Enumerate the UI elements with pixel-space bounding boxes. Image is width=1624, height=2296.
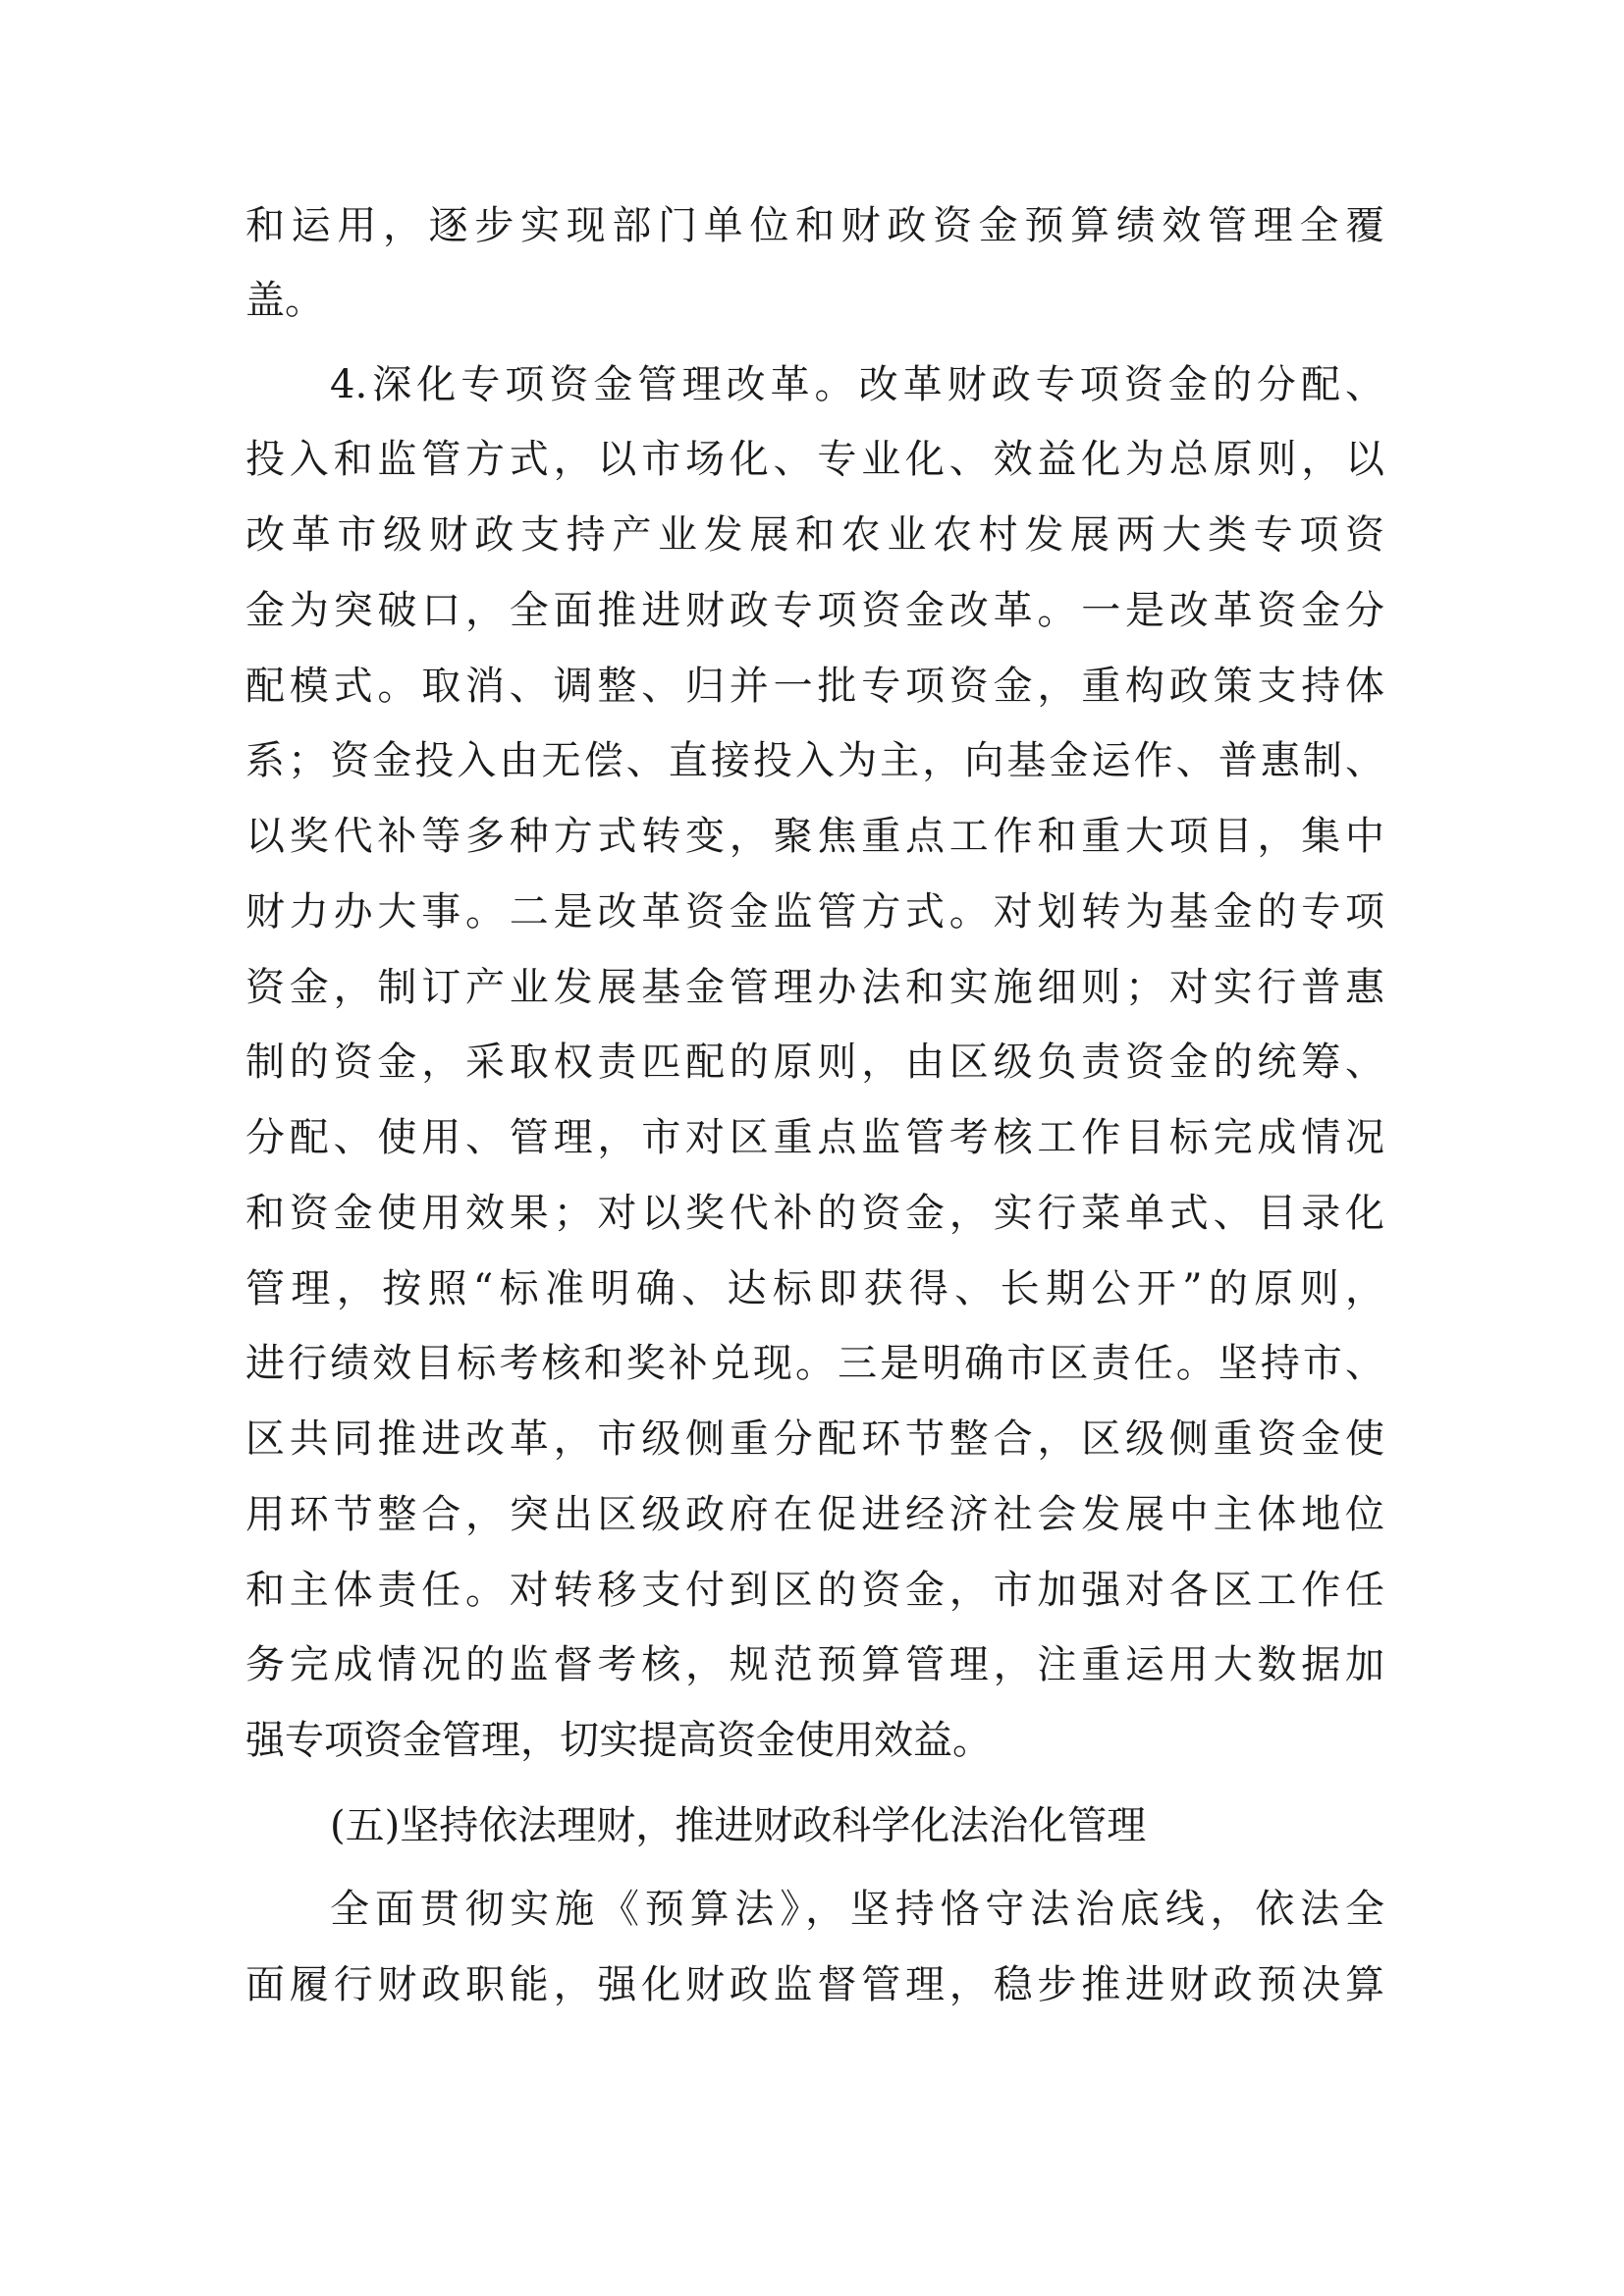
body-line: 务完成情况的监督考核，规范预算管理，注重运用大数据加 bbox=[245, 1642, 1384, 1687]
body-line: 和主体责任。对转移支付到区的资金，市加强对各区工作任 bbox=[245, 1568, 1384, 1613]
body-line: 区共同推进改革，市级侧重分配环节整合，区级侧重资金使 bbox=[245, 1416, 1384, 1462]
body-line: 分配、使用、管理，市对区重点监管考核工作目标完成情况 bbox=[245, 1115, 1384, 1160]
section-heading: (五)坚持依法理财，推进财政科学化法治化管理 bbox=[330, 1803, 1147, 1848]
body-line: 和资金使用效果；对以奖代补的资金，实行菜单式、目录化 bbox=[245, 1191, 1384, 1236]
body-line: 金为突破口，全面推进财政专项资金改革。一是改革资金分 bbox=[245, 588, 1384, 633]
body-line: 面履行财政职能，强化财政监督管理，稳步推进财政预决算 bbox=[245, 1962, 1384, 2007]
body-line: 全面贯彻实施《预算法》，坚持恪守法治底线，依法全 bbox=[330, 1887, 1384, 1932]
body-line: 改革市级财政支持产业发展和农业农村发展两大类专项资 bbox=[245, 512, 1384, 558]
body-line: 进行绩效目标考核和奖补兑现。三是明确市区责任。坚持市、 bbox=[245, 1341, 1384, 1386]
body-line: 财力办大事。二是改革资金监管方式。对划转为基金的专项 bbox=[245, 889, 1384, 934]
body-line: 盖。 bbox=[245, 278, 324, 323]
body-line: 系；资金投入由无偿、直接投入为主，向基金运作、普惠制、 bbox=[245, 738, 1384, 783]
body-line: 强专项资金管理，切实提高资金使用效益。 bbox=[245, 1718, 992, 1763]
body-line: 管理，按照“标准明确、达标即获得、长期公开”的原则， bbox=[245, 1266, 1384, 1311]
body-line: 资金，制订产业发展基金管理办法和实施细则；对实行普惠 bbox=[245, 965, 1384, 1010]
body-line: 配模式。取消、调整、归并一批专项资金，重构政策支持体 bbox=[245, 664, 1384, 709]
body-line: 投入和监管方式，以市场化、专业化、效益化为总原则，以 bbox=[245, 437, 1384, 482]
paragraph-heading-4: 4.深化专项资金管理改革。改革财政专项资金的分配、 bbox=[330, 362, 1384, 407]
body-line: 和运用，逐步实现部门单位和财政资金预算绩效管理全覆 bbox=[245, 203, 1384, 248]
body-line: 制的资金，采取权责匹配的原则，由区级负责资金的统筹、 bbox=[245, 1040, 1384, 1085]
body-line: 用环节整合，突出区级政府在促进经济社会发展中主体地位 bbox=[245, 1492, 1384, 1537]
body-line: 以奖代补等多种方式转变，聚焦重点工作和重大项目，集中 bbox=[245, 814, 1384, 859]
